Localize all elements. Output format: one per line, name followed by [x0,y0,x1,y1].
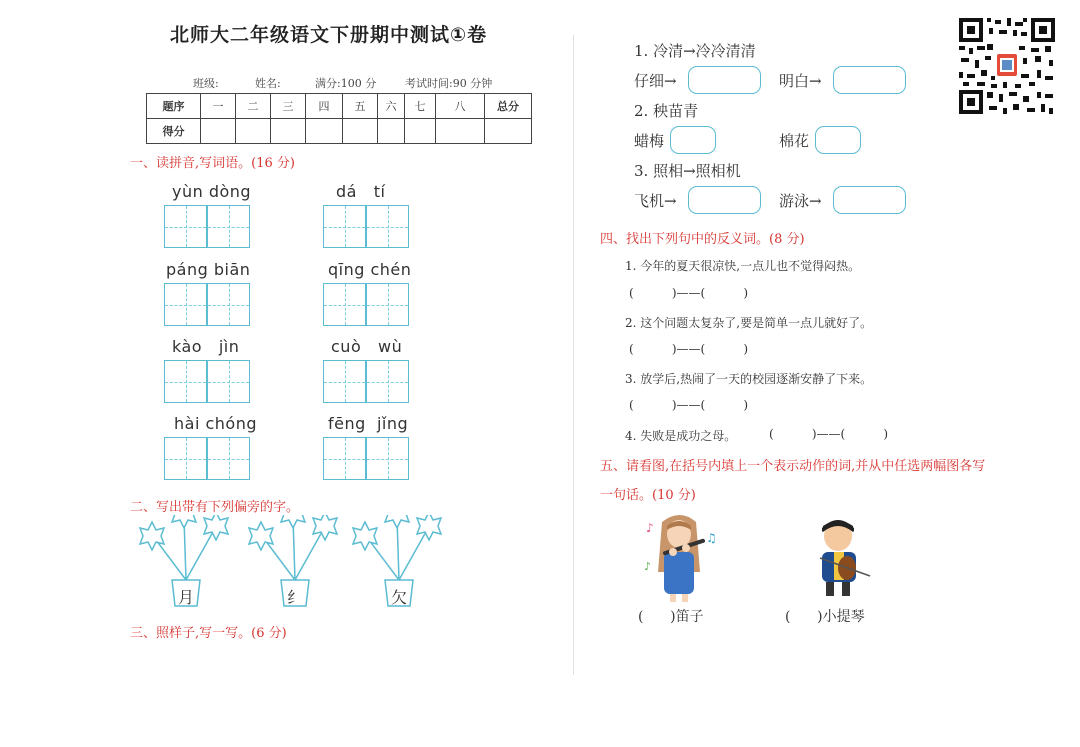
table-cell: 五 [343,94,378,119]
score-cell[interactable] [201,119,236,144]
boy-violin-illustration [800,518,880,600]
table-cell: 三 [271,94,306,119]
score-cell[interactable] [236,119,271,144]
writing-grid[interactable] [323,205,366,248]
qr-code-icon [957,16,1057,116]
word-3a: 飞机→ [634,192,677,210]
table-cell: 题序 [147,94,201,119]
caption-flute[interactable]: ( )笛子 [638,609,704,625]
score-cell[interactable] [436,119,485,144]
writing-grid[interactable] [207,283,250,326]
word-1b: 明白→ [779,72,822,90]
table-cell: 四 [306,94,343,119]
table-cell: 一 [201,94,236,119]
radical-silk: 纟 [287,588,304,607]
example-3: 3. 照相→照相机 [634,162,741,180]
sentence-2: 2. 这个问题太复杂了,要是简单一点儿就好了。 [625,316,873,330]
answer-box[interactable] [833,186,906,214]
sentence-4: 4. 失败是成功之母。 [625,429,737,443]
name-label: 姓名: [255,77,281,90]
caption-violin[interactable]: ( )小提琴 [785,609,865,625]
svg-text:♫: ♫ [706,531,717,545]
pinyin-2: dá tí [336,182,386,201]
word-3b: 游泳→ [779,192,822,210]
score-cell[interactable] [405,119,436,144]
writing-grid[interactable] [366,205,409,248]
pinyin-8: fēng jǐng [328,414,409,433]
score-table-header-row [147,94,532,119]
section3-heading: 三、照样子,写一写。(6 分) [130,626,287,641]
score-table [146,93,532,144]
writing-grid[interactable] [207,360,250,403]
answer-box[interactable] [815,126,861,154]
page-title: 北师大二年级语文下册期中测试①卷 [170,24,488,46]
section5-heading-line1: 五、请看图,在括号内填上一个表示动作的词,并从中任选两幅图各写 [600,459,986,474]
word-2b: 棉花 [779,132,810,150]
blank-pair-3[interactable]: ( )——( ) [629,398,749,412]
svg-text:♪: ♪ [644,560,652,573]
svg-text:♪: ♪ [646,521,654,535]
exam-time: 考试时间:90 分钟 [405,77,493,90]
word-2a: 蜡梅 [634,132,665,150]
writing-grid[interactable] [323,283,366,326]
blank-pair-2[interactable]: ( )——( ) [629,342,749,356]
answer-box[interactable] [833,66,906,94]
pinyin-3: páng biān [166,260,251,279]
table-cell: 总分 [485,94,532,119]
writing-grid[interactable] [323,437,366,480]
writing-grid[interactable] [323,360,366,403]
blank-pair-4[interactable]: ( )——( ) [769,427,889,441]
writing-grid[interactable] [366,283,409,326]
writing-grid[interactable] [207,437,250,480]
section4-heading: 四、找出下列句中的反义词。(8 分) [600,232,805,247]
score-cell[interactable] [378,119,405,144]
table-cell: 七 [405,94,436,119]
score-table-score-row [147,119,532,144]
score-cell[interactable] [271,119,306,144]
sentence-1: 1. 今年的夏天很凉快,一点儿也不觉得闷热。 [625,259,861,273]
score-cell[interactable] [343,119,378,144]
pinyin-5: kào jìn [172,337,240,356]
writing-grid[interactable] [207,205,250,248]
example-2: 2. 秧苗青 [634,102,699,120]
section1-heading: 一、读拼音,写词语。(16 分) [130,156,295,171]
table-cell: 得分 [147,119,201,144]
score-cell[interactable] [485,119,532,144]
table-cell: 六 [378,94,405,119]
answer-box[interactable] [670,126,716,154]
score-cell[interactable] [306,119,343,144]
example-1: 1. 冷清→冷冷清清 [634,42,756,60]
answer-box[interactable] [688,66,761,94]
column-divider [573,35,574,675]
girl-flute-illustration [640,512,720,604]
class-label: 班级: [193,77,219,90]
table-cell: 二 [236,94,271,119]
pinyin-6: cuò wù [331,337,403,356]
writing-grid[interactable] [164,205,207,248]
blank-pair-1[interactable]: ( )——( ) [629,286,749,300]
writing-grid[interactable] [164,283,207,326]
pinyin-4: qīng chén [328,260,412,279]
section2-heading: 二、写出带有下列偏旁的字。 [130,500,300,515]
section5-heading-line2: 一句话。(10 分) [600,488,696,503]
sentence-3: 3. 放学后,热闹了一天的校园逐渐安静了下来。 [625,372,873,386]
radical-moon: 月 [178,588,195,607]
word-1a: 仔细→ [634,72,677,90]
writing-grid[interactable] [366,360,409,403]
answer-box[interactable] [688,186,761,214]
writing-grid[interactable] [164,360,207,403]
writing-grid[interactable] [366,437,409,480]
writing-grid[interactable] [164,437,207,480]
table-cell: 八 [436,94,485,119]
pinyin-1: yùn dòng [172,182,252,201]
pinyin-7: hài chóng [174,414,257,433]
full-score: 满分:100 分 [315,77,377,90]
radical-owe: 欠 [391,588,408,607]
